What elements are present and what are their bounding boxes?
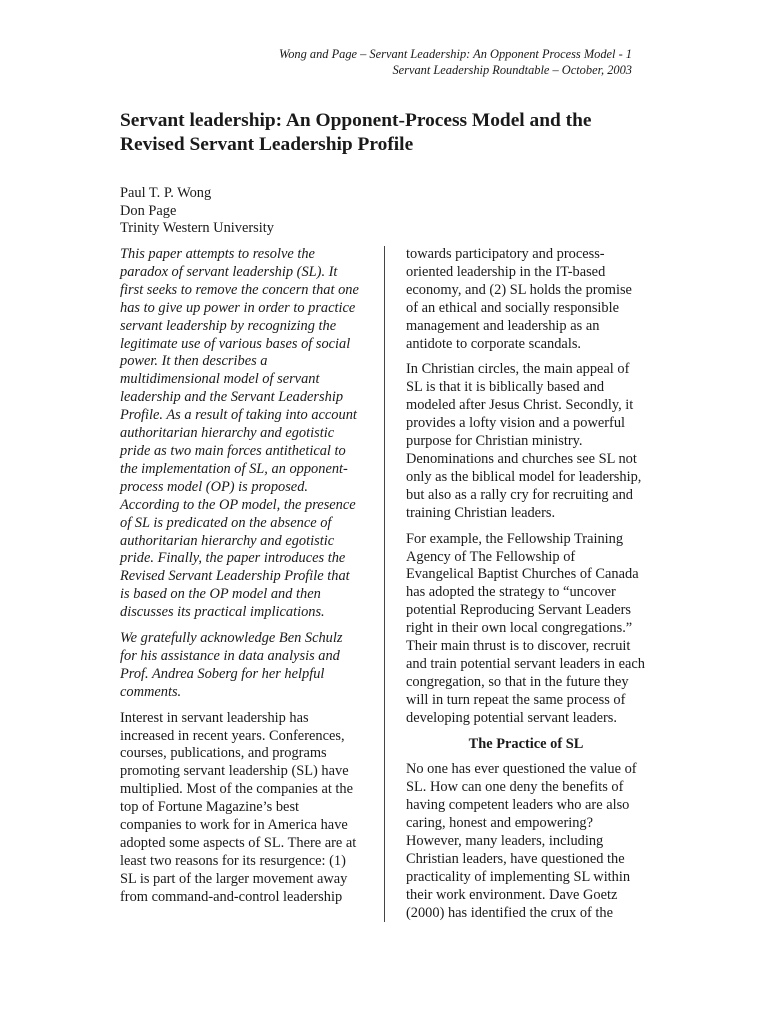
acknowledgement: We gratefully acknowledge Ben Schulz for his assistance in data analysis and Prof. Andrea Soberg for her helpful comments.	[120, 630, 343, 700]
author-name: Don Page	[120, 202, 177, 219]
intro-paragraph: Interest in servant leadership has increased in recent years. Conferences, courses, publications, and programs promoting servant leadership (SL) have multiplied. Most of the companies at the top of Fortune Magazine’s best companies to work for in America have adopted some aspects of SL. There are at least two reasons for its resurgence: (1) SL is part of the larger movement away from command-and-control leadership	[120, 709, 357, 905]
author-name: Paul T. P. Wong	[120, 185, 212, 201]
running-header-line-2: Servant Leadership Roundtable – October, 2003	[392, 63, 632, 77]
author-affiliation: Trinity Western University	[120, 220, 274, 236]
body-paragraph: towards participatory and process-oriented leadership in the IT-based economy, and (2) SL holds the promise of an ethical and socially responsible management and leadership as an antidote to corporate scandals.	[406, 246, 632, 352]
section-heading: The Practice of SL	[468, 735, 584, 752]
author-block	[120, 185, 274, 238]
body-paragraph: In Christian circles, the main appeal of SL is that it is biblically based and modeled after Jesus Christ. Secondly, it provides a lofty vision and a powerful purpose for Christian ministry. Denominations and churches see SL not only as the biblical model for leadership, but also as a rally cry for recruiting and training Christian leaders.	[406, 361, 642, 521]
running-header	[279, 46, 632, 78]
abstract: This paper attempts to resolve the paradox of servant leadership (SL). It first seeks to remove the concern that one has to give up power in order to practice servant leadership by recognizing the legitimate use of various bases of social power. It then describes a multidimensional model of servant leadership and the Servant Leadership Profile. As a result of taking into account authoritarian hierarchy and egotistic pride as two main forces antithetical to the implementation of SL, an opponent-process model (OP) is proposed. According to the OP model, the presence of SL is predicated on the absence of authoritarian hierarchy and egotistic pride. Finally, the paper introduces the Revised Servant Leadership Profile that is based on the OP model and then discusses its practical implications.	[120, 246, 359, 621]
body-paragraph: No one has ever questioned the value of SL. How can one deny the benefits of having competent leaders who are also caring, honest and empowering? However, many leaders, including Christian leaders, have questioned the practicality of implementing SL within their work environment. Dave Goetz (2000) has identified the crux of the	[406, 761, 637, 921]
right-column	[406, 246, 646, 931]
running-header-line-1: Wong and Page – Servant Leadership: An Opponent Process Model - 1	[279, 47, 632, 61]
left-column	[120, 246, 362, 915]
body-paragraph: For example, the Fellowship Training Agency of The Fellowship of Evangelical Baptist Churches of Canada has adopted the strategy to “uncover potential Reproducing Servant Leaders right in their own local congregations.” Their main thrust is to discover, recruit and train potential servant leaders in each congregation, so that in the future they will in turn repeat the same process of developing potential servant leaders.	[406, 530, 645, 726]
column-divider	[384, 246, 385, 922]
paper-title: Servant leadership: An Opponent-Process Model and the Revised Servant Leadership Profile	[120, 110, 592, 155]
